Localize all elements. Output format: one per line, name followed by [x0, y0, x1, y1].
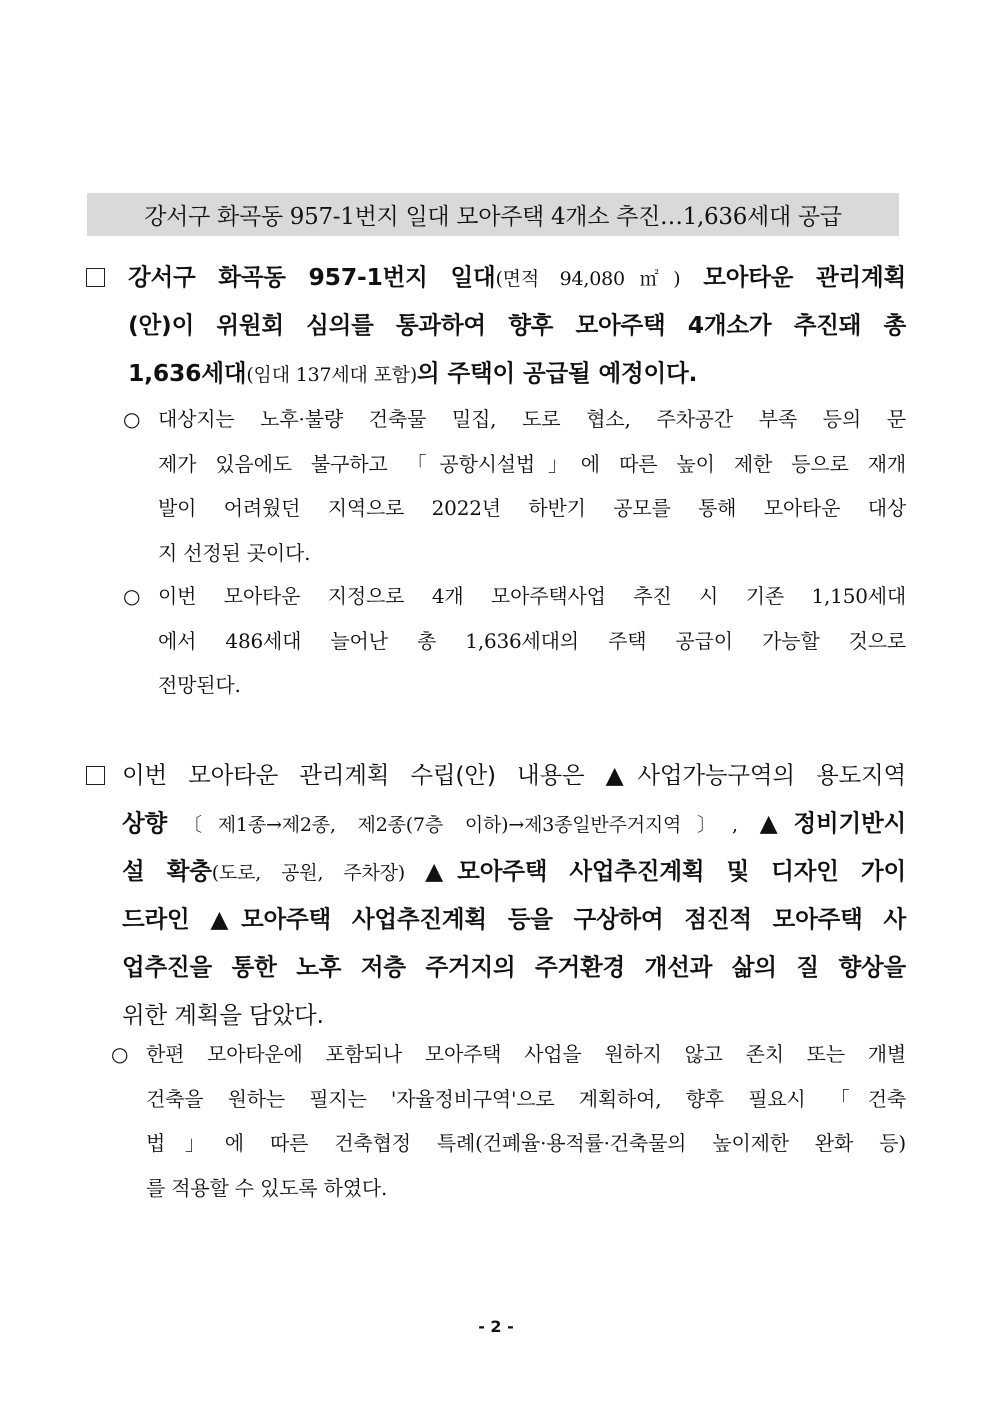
section1-text-run: (임대 137세대 포함) — [246, 364, 418, 386]
section1-text-run: 강서구 화곡동 957-1번지 일대 — [128, 263, 496, 291]
section2-line — [122, 847, 906, 895]
section2-text-run: 설 확충 — [122, 857, 212, 885]
headline-text: 강서구 화곡동 957-1번지 일대 모아주택 4개소 추진…1,636세대 공급 — [144, 204, 842, 230]
section2-text-run: ▲정비기반시 — [759, 809, 906, 837]
circle-bullet-icon: ○ — [111, 1042, 129, 1066]
sub2-line: 에서 486세대 늘어난 총 1,636세대의 주택 공급이 가능할 것으로 — [158, 628, 906, 653]
section2-line — [122, 799, 906, 847]
section-2-body — [122, 751, 906, 1039]
section-2 — [86, 751, 106, 799]
section2-text-run: 업추진을 통한 노후 저층 주거지의 주거환경 개선과 삶의 질 향상을 — [122, 953, 906, 981]
sub2-line: 이번 모아타운 지정으로 4개 모아주택사업 추진 시 기존 1,150세대 — [158, 584, 906, 608]
sub2-line: 전망된다. — [158, 673, 241, 697]
sub3-line: 를 적용할 수 있도록 하였다. — [146, 1175, 388, 1200]
sub1-line: 지 선정된 곳이다. — [158, 540, 311, 565]
section1-text-run: (면적 94,080㎡) — [495, 268, 681, 290]
section2-text-run: 드라인 ▲모아주택 사업추진계획 등을 구상하여 점진적 모아주택 사 — [122, 905, 906, 933]
sub-2-body — [158, 574, 906, 708]
section1-text-run: (안)이 위원회 심의를 통과하여 향후 모아주택 4개소가 추진돼 총 — [128, 311, 906, 339]
headline-box — [87, 193, 899, 236]
section2-line — [122, 751, 906, 799]
circle-bullet-icon: ○ — [123, 584, 141, 608]
section2-text-run: 상향 — [122, 809, 168, 837]
sub-1-bullet — [123, 397, 140, 442]
section2-text-run: 〔제1종→제2종, 제2종(7층 이하)→제3종일반주거지역〕, — [167, 814, 760, 836]
square-bullet-icon — [86, 268, 105, 287]
section2-line — [122, 943, 906, 991]
page-number: - 2 - — [478, 1317, 514, 1336]
section2-text-run: 이번 모아타운 관리계획 수립(안) 내용은 ▲사업가능구역의 용도지역 — [122, 761, 906, 789]
section1-text-run: 1,636세대 — [128, 359, 247, 387]
sub-2-bullet — [123, 574, 140, 619]
sub-3-bullet — [111, 1032, 128, 1077]
section2-text-run: ▲모아주택 사업추진계획 및 디자인 가이 — [425, 857, 907, 885]
sub1-line: 대상지는 노후·불량 건축물 밀집, 도로 협소, 주차공간 부족 등의 문 — [158, 407, 906, 431]
sub3-line: 법」에 따른 건축협정 특례(건폐율·용적률·건축물의 높이제한 완화 등) — [146, 1131, 906, 1155]
section-1-body — [128, 253, 906, 397]
sub3-line: 건축을 원하는 필지는 '자율정비구역'으로 계획하여, 향후 필요시 「건축 — [146, 1086, 906, 1111]
sub1-line: 제가 있음에도 불구하고 「공항시설법」에 따른 높이 제한 등으로 재개 — [158, 451, 906, 476]
section1-line — [128, 301, 906, 349]
sub-1-body — [158, 397, 906, 575]
section1-text-run: 의 주택이 공급될 예정이다. — [417, 359, 698, 387]
sub3-line: 한편 모아타운에 포함되나 모아주택 사업을 원하지 않고 존치 또는 개별 — [146, 1042, 906, 1066]
section1-text-run: 모아타운 관리계획 — [680, 263, 906, 291]
section2-line — [122, 895, 906, 943]
section2-text-run: 위한 계획을 담았다. — [122, 1001, 324, 1029]
section1-line — [128, 349, 906, 397]
sub-3-body — [146, 1032, 906, 1210]
sub1-line: 발이 어려웠던 지역으로 2022년 하반기 공모를 통해 모아타운 대상 — [158, 496, 906, 520]
section2-text-run: (도로, 공원, 주차장) — [211, 862, 426, 884]
circle-bullet-icon: ○ — [123, 407, 141, 431]
square-bullet-icon — [86, 766, 105, 785]
section-1 — [86, 253, 106, 301]
section1-line — [128, 253, 906, 301]
